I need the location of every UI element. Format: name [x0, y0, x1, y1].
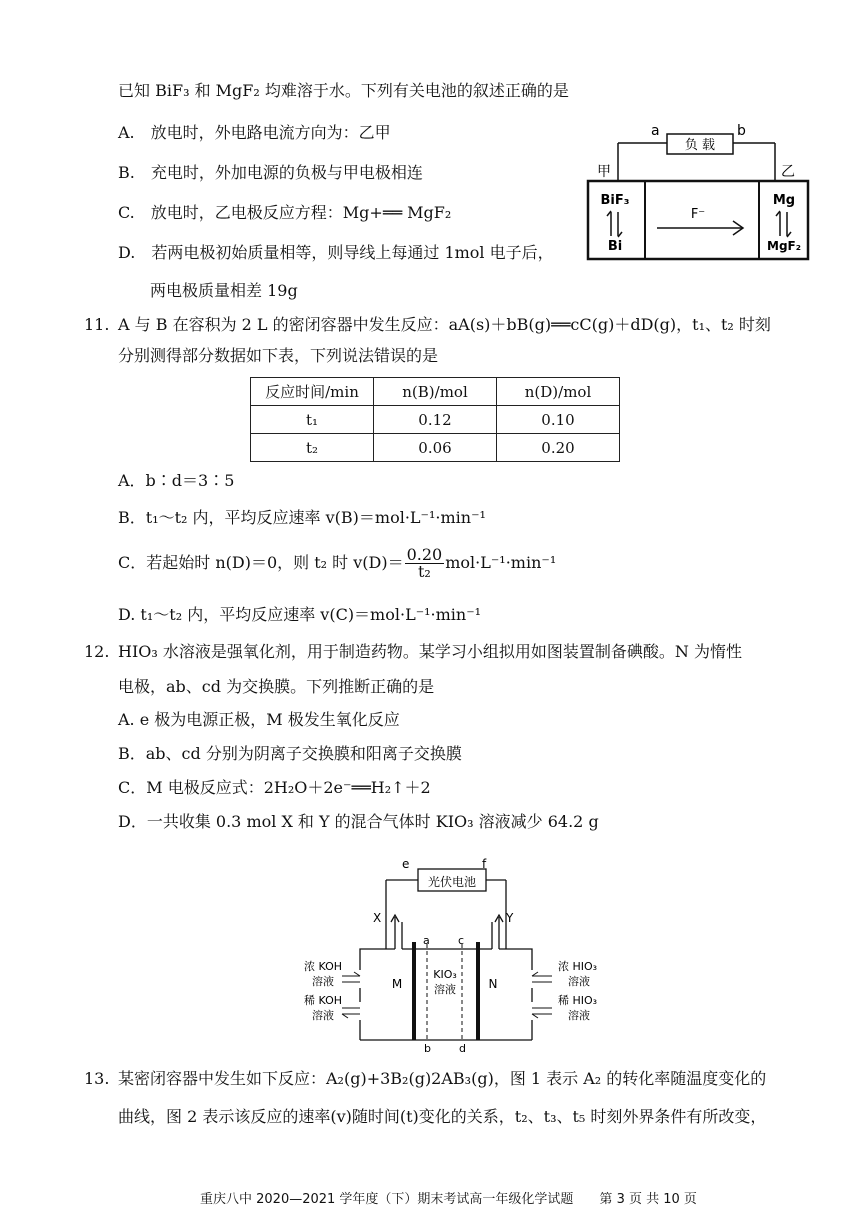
right-top-feed-label-1: 浓 HIO₃: [558, 960, 598, 973]
q11-option-c: C．若起始时 n(D)＝0，则 t₂ 时 v(D)＝ $\frac{0.20}{\text{t₂}}$ mol·L⁻¹·min⁻¹: [118, 545, 557, 581]
q12-option-d: D．一共收集 0.3 mol X 和 Y 的混合气体时 KIO₃ 溶液减少 64.2 g: [118, 812, 599, 831]
q11-data-table: [250, 377, 620, 462]
table-header: 反应时间/min: [251, 378, 374, 406]
q13-number: 13.: [84, 1069, 110, 1088]
table-header-row: [251, 378, 620, 406]
left-electrode-name: 甲: [597, 164, 611, 180]
right-electrode-name: 乙: [781, 164, 795, 180]
q12-option-b: B．ab、cd 分别为阴离子交换膜和阳离子交换膜: [118, 744, 462, 763]
left-top-inflow-arrow-icon: [342, 972, 360, 982]
gas-x-outlet-icon: [391, 915, 402, 949]
table-header: n(B)/mol: [374, 378, 497, 406]
q11-option-b: B．t₁～t₂ 内，平均反应速率 v(B)＝mol·L⁻¹·min⁻¹: [118, 508, 486, 527]
left-top-label: BiF₃: [600, 193, 630, 208]
right-top-feed-label-2: 溶液: [568, 975, 590, 988]
q13-stem-line1: 某密闭容器中发生如下反应：A₂(g)+3B₂(g)2AB₃(g)，图 1 表示 A₂ 的转化率随温度变化的: [118, 1069, 767, 1088]
q10-option-b: B. 充电时，外加电源的负极与甲电极相连: [118, 163, 423, 182]
wire-label-b: b: [737, 123, 746, 139]
terminal-e-label: e: [402, 857, 410, 871]
gas-y-outlet-icon: [492, 915, 503, 949]
q11-number: 11.: [84, 315, 110, 334]
electrode-n-label: N: [488, 977, 498, 991]
q11-stem-line2: 分别测得部分数据如下表，下列说法错误的是: [118, 346, 439, 365]
membrane-label-b: b: [424, 1042, 431, 1055]
ion-flow-arrow-icon: [657, 221, 743, 235]
electrolysis-diagram: [270, 852, 620, 1057]
page-footer: 重庆八中 2020—2021 学年度（下）期末考试高一年级化学试题 第 3 页 共 10 页: [200, 1192, 697, 1207]
table-cell: t₁: [251, 406, 374, 434]
right-equilibrium-arrows-icon: [776, 211, 791, 237]
left-bottom-feed-label-1: 稀 KOH: [304, 994, 343, 1007]
left-bottom-inflow-arrow-icon: [342, 1008, 360, 1018]
table-cell: 0.06: [374, 434, 497, 462]
table-row: [251, 434, 620, 462]
right-bottom-feed-label-1: 稀 HIO₃: [558, 994, 598, 1007]
q10-option-d-cont: 两电极质量相差 19g: [150, 281, 298, 300]
left-bottom-feed-label-2: 溶液: [312, 1009, 334, 1022]
table-cell: 0.20: [497, 434, 620, 462]
q11-stem-line1: A 与 B 在容积为 2 L 的密闭容器中发生反应：aA(s)＋bB(g)══cC(g)＋dD(g)，t₁、t₂ 时刻: [118, 315, 771, 334]
left-top-feed-label-2: 溶液: [312, 975, 334, 988]
gas-y-label: Y: [506, 911, 514, 925]
left-bottom-label: Bi: [607, 239, 623, 254]
gas-x-label: X: [373, 911, 382, 925]
q11-fraction: $\frac{0.20}{\text{t₂}}$: [406, 545, 443, 581]
solar-cell-label: 光伏电池: [427, 875, 477, 889]
electrode-m-label: M: [391, 977, 403, 991]
electrode-n: [476, 942, 480, 1040]
q12-stem-line1: HIO₃ 水溶液是强氧化剂，用于制造药物。某学习小组拟用如图装置制备碘酸。N 为惰性: [118, 642, 742, 661]
right-bottom-inflow-arrow-icon: [532, 1008, 552, 1018]
middle-solution-label-1: KIO₃: [433, 968, 457, 981]
left-top-feed-label-1: 浓 KOH: [304, 960, 343, 973]
left-equilibrium-arrows-icon: [607, 211, 622, 237]
table-cell: 0.10: [497, 406, 620, 434]
q10-option-d: D. 若两电极初始质量相等，则导线上每通过 1mol 电子后，: [118, 243, 554, 262]
right-top-outflow-arrow-icon: [532, 972, 552, 982]
load-label: 负 载: [684, 138, 716, 153]
q12-stem-line2: 电极，ab、cd 为交换膜。下列推断正确的是: [118, 677, 435, 696]
q10-intro: 已知 BiF₃ 和 MgF₂ 均难溶于水。下列有关电池的叙述正确的是: [118, 81, 569, 100]
q13-stem-line2: 曲线，图 2 表示该反应的速率(v)随时间(t)变化的关系，t₂、t₃、t₅ 时刻外界条件有所改变，: [118, 1107, 767, 1126]
electrode-m: [412, 942, 416, 1040]
table-cell: 0.12: [374, 406, 497, 434]
table-row: [251, 406, 620, 434]
membrane-label-a: a: [423, 934, 430, 947]
q10-option-c: C. 放电时，乙电极反应方程：Mg+══ MgF₂: [118, 203, 452, 222]
q11-option-a: A．b∶d＝3∶5: [118, 471, 235, 490]
right-top-label: Mg: [772, 193, 796, 208]
q11-option-d: D. t₁～t₂ 内，平均反应速率 v(C)＝mol·L⁻¹·min⁻¹: [118, 605, 482, 624]
table-header: n(D)/mol: [497, 378, 620, 406]
membrane-label-d: d: [459, 1042, 466, 1055]
q10-option-a: A. 放电时，外电路电流方向为：乙甲: [118, 123, 391, 142]
right-bottom-label: MgF₂: [767, 239, 801, 253]
battery-diagram: [585, 118, 815, 268]
membrane-label-c: c: [458, 934, 465, 947]
q12-option-c: C．M 电极反应式：2H₂O＋2e⁻══H₂↑＋2: [118, 778, 431, 797]
q12-option-a: A. e 极为电源正极，M 极发生氧化反应: [118, 710, 400, 729]
wire-label-a: a: [651, 123, 660, 139]
q12-number: 12.: [84, 642, 110, 661]
right-bottom-feed-label-2: 溶液: [568, 1009, 590, 1022]
middle-solution-label-2: 溶液: [434, 983, 456, 996]
table-cell: t₂: [251, 434, 374, 462]
terminal-f-label: f: [482, 857, 487, 871]
ion-label: F⁻: [690, 207, 706, 222]
